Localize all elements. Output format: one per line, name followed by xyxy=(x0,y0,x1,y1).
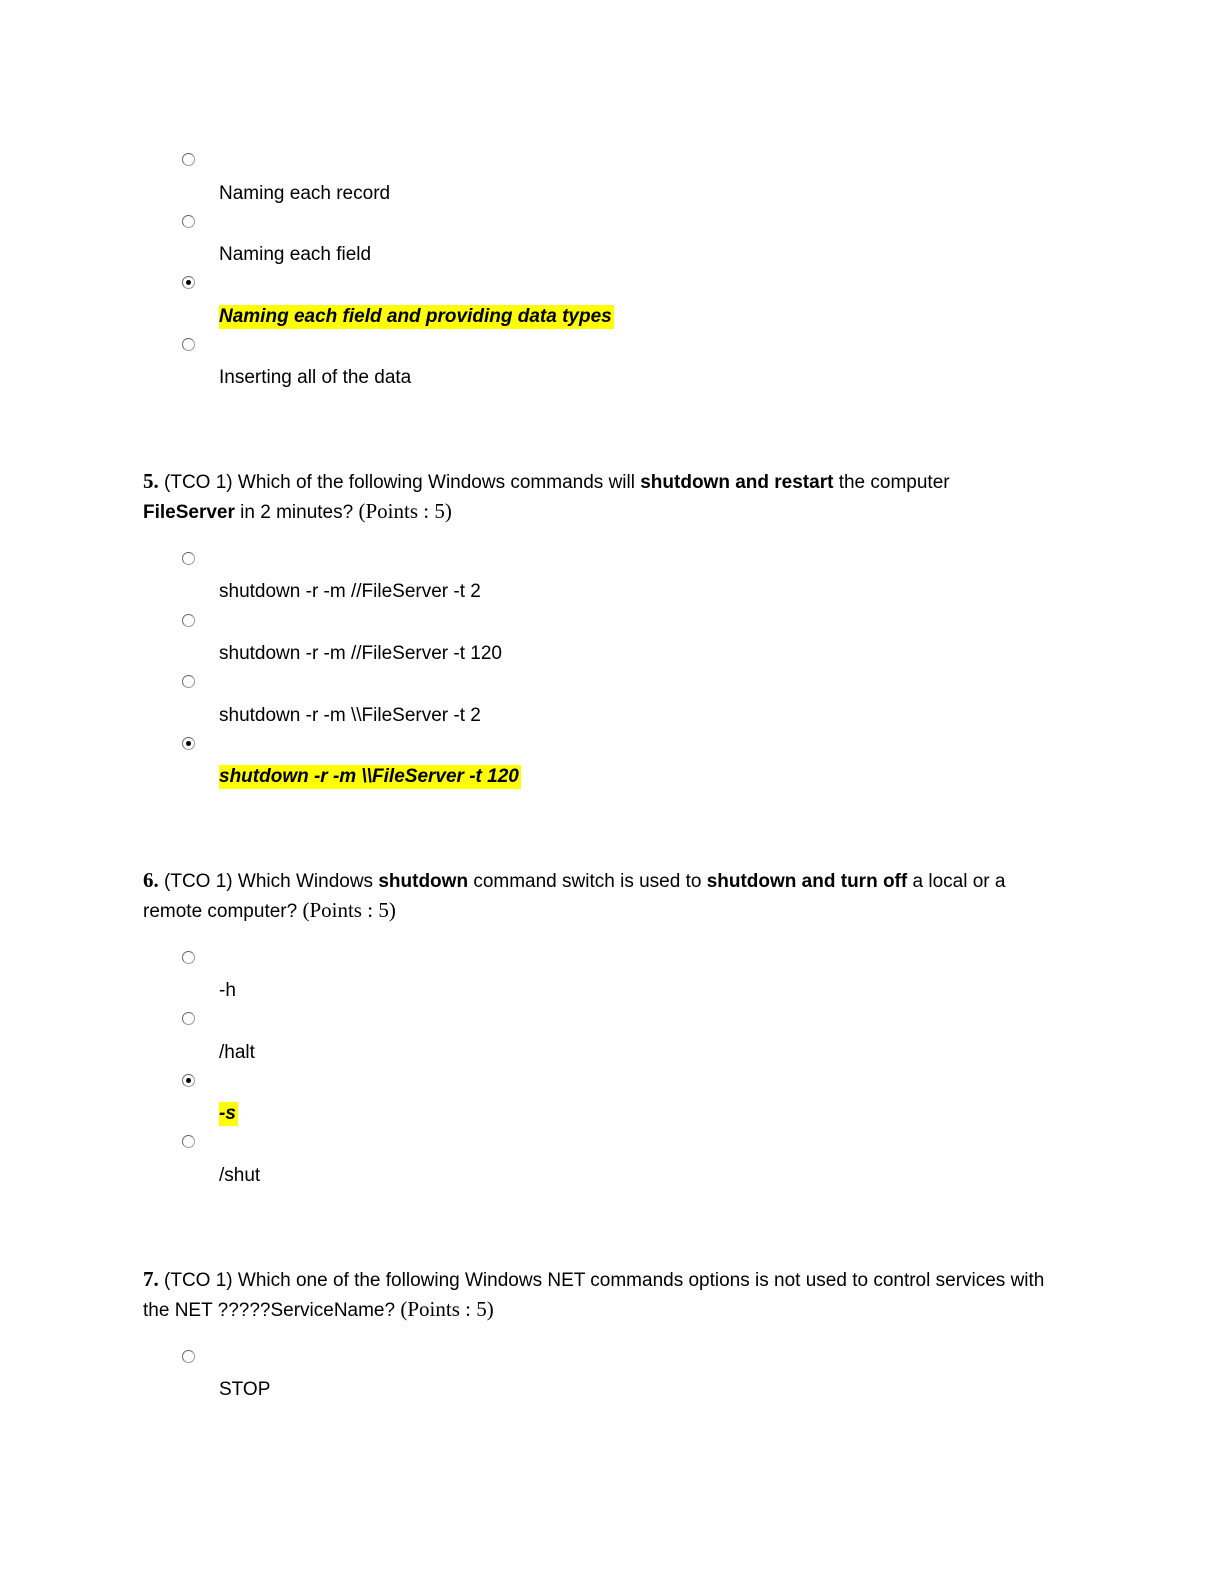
question-6-bold-1: shutdown xyxy=(378,871,469,892)
q4-option-2-label: Naming each field xyxy=(219,244,372,265)
question-5-bold-2: FileServer xyxy=(143,502,235,523)
q6-option-1-label: -h xyxy=(219,980,236,1001)
q7-option-1-radio[interactable] xyxy=(182,1350,195,1363)
q5-option-2-label: shutdown -r -m //FileServer -t 120 xyxy=(219,643,502,664)
question-6-number: 6. xyxy=(143,868,159,892)
q5-option-2-radio[interactable] xyxy=(182,614,195,627)
question-7 xyxy=(143,1265,1063,1325)
q5-option-4-label-highlighted: shutdown -r -m \\FileServer -t 120 xyxy=(219,766,519,787)
q6-option-2-label: /halt xyxy=(219,1042,255,1063)
q6-option-1-radio[interactable] xyxy=(182,951,195,964)
q5-option-1-label: shutdown -r -m //FileServer -t 2 xyxy=(219,581,481,602)
q4-option-4-radio[interactable] xyxy=(182,338,195,351)
question-6-text-3: a local or a remote computer? xyxy=(143,871,1006,922)
q6-option-3-radio-selected[interactable] xyxy=(182,1074,195,1087)
q5-option-3-label: shutdown -r -m \\FileServer -t 2 xyxy=(219,705,481,726)
question-5-text-2: the computer xyxy=(833,472,950,493)
question-5-bold-1: shutdown and restart xyxy=(640,472,834,493)
question-6-points: (Points : 5) xyxy=(302,898,396,922)
question-7-points: (Points : 5) xyxy=(400,1297,494,1321)
q6-option-4-radio[interactable] xyxy=(182,1135,195,1148)
question-5-text-3: in 2 minutes? xyxy=(234,502,359,523)
question-5-points: (Points : 5) xyxy=(358,499,452,523)
q4-option-2-radio[interactable] xyxy=(182,215,195,228)
question-5-number: 5. xyxy=(143,469,159,493)
question-7-text: (TCO 1) Which one of the following Windows NET commands options is not used to control services with the NET ?????ServiceName? xyxy=(143,1270,1045,1321)
q7-option-1-label: STOP xyxy=(219,1379,271,1400)
question-5 xyxy=(143,467,1063,527)
question-7-number: 7. xyxy=(143,1267,159,1291)
q4-option-1-label: Naming each record xyxy=(219,183,391,204)
q4-option-4-label: Inserting all of the data xyxy=(219,367,412,388)
q4-option-1-radio[interactable] xyxy=(182,153,195,166)
question-6 xyxy=(143,866,1063,926)
q4-option-3-radio-selected[interactable] xyxy=(182,276,195,289)
q5-option-1-radio[interactable] xyxy=(182,552,195,565)
question-6-text: (TCO 1) Which Windows xyxy=(164,871,379,892)
q6-option-2-radio[interactable] xyxy=(182,1012,195,1025)
question-6-bold-2: shutdown and turn off xyxy=(706,871,908,892)
q5-option-4-radio-selected[interactable] xyxy=(182,737,195,750)
q6-option-4-label: /shut xyxy=(219,1165,261,1186)
question-6-text-2: command switch is used to xyxy=(468,871,707,892)
question-5-text: (TCO 1) Which of the following Windows commands will xyxy=(164,472,641,493)
q5-option-3-radio[interactable] xyxy=(182,675,195,688)
q6-option-3-label-highlighted: -s xyxy=(219,1103,236,1124)
q4-option-3-label-highlighted: Naming each field and providing data types xyxy=(219,306,612,327)
